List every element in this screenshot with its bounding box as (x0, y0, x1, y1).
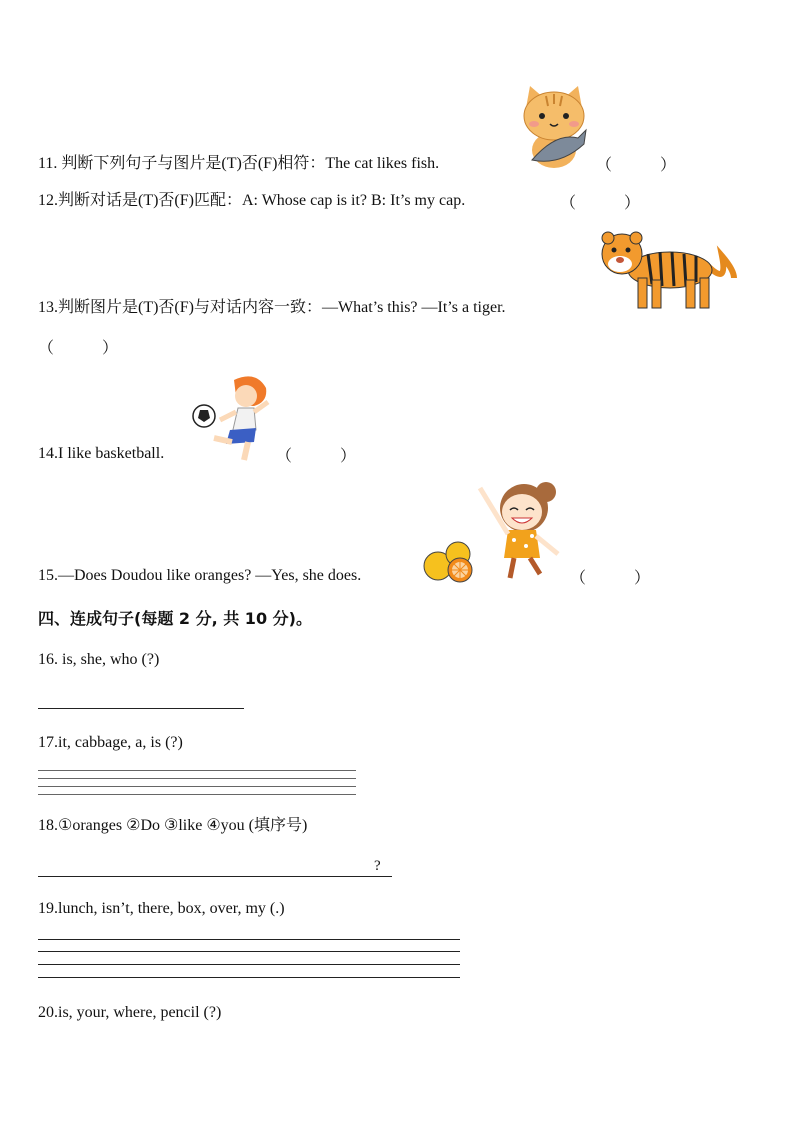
question-15: 15.—Does Doudou like oranges? —Yes, she does. (38, 567, 362, 584)
question-20: 20.is, your, where, pencil (?) (38, 1004, 222, 1021)
answer-blank-12[interactable]: （ ） (560, 195, 641, 212)
answer-blank-11[interactable]: （ ） (596, 157, 677, 174)
question-19: 19.lunch, isn’t, there, box, over, my (.) (38, 900, 285, 917)
answer-blank-14[interactable]: （ ） (276, 448, 357, 465)
answer-line-19d[interactable] (38, 977, 460, 978)
question-18: 18.①oranges ②Do ③like ④you (填序号) (38, 817, 308, 834)
answer-line-19b[interactable] (38, 951, 460, 952)
question-13: 13.判断图片是(T)否(F)与对话内容一致：—What’s this? —It’s a tiger. (38, 299, 506, 316)
answer-line-19c[interactable] (38, 964, 460, 965)
question-14: 14.I like basketball. (38, 445, 165, 462)
answer-blank-13[interactable]: （ ） (38, 340, 119, 357)
oranges-image (422, 540, 476, 584)
tiger-image (598, 226, 740, 312)
answer-line-17c[interactable] (38, 786, 356, 787)
answer-line-17a[interactable] (38, 770, 356, 771)
question-16: 16. is, she, who (?) (38, 651, 160, 668)
girl-doudou-image (474, 478, 566, 584)
answer-line-16[interactable] (38, 708, 244, 709)
answer-line-17b[interactable] (38, 778, 356, 779)
question-11: 11. 判断下列句子与图片是(T)否(F)相符：The cat likes fish. (38, 155, 440, 172)
answer-line-18[interactable] (38, 876, 392, 877)
section-4-heading: 四、连成句子(每题 2 分, 共 10 分)。 (38, 609, 312, 628)
question-mark-18: ? (374, 858, 381, 874)
question-17: 17.it, cabbage, a, is (?) (38, 734, 183, 751)
girl-playing-football-image (188, 372, 274, 462)
answer-line-17d[interactable] (38, 794, 356, 795)
answer-blank-15[interactable]: （ ） (570, 570, 651, 587)
answer-line-19a[interactable] (38, 939, 460, 940)
question-12: 12.判断对话是(T)否(F)匹配：A: Whose cap is it? B: It’s my cap. (38, 192, 466, 209)
cat-with-fish-image (516, 80, 592, 170)
